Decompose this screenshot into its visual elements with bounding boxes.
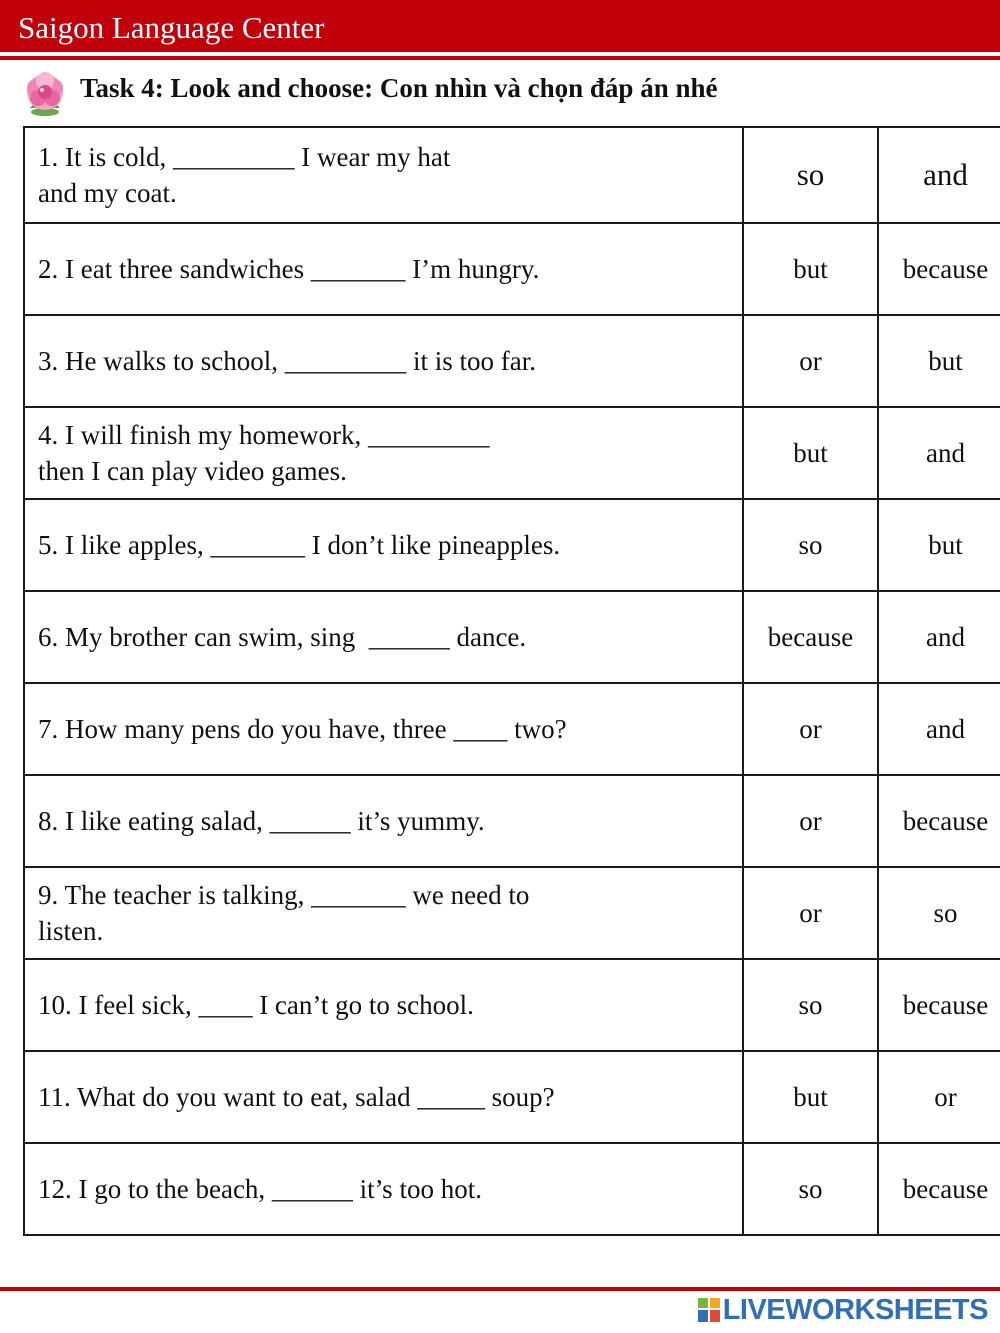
answer-option-a[interactable]: so	[743, 499, 878, 591]
brand-name: LIVEWORKSHEETS	[722, 1293, 988, 1326]
question-line: 11. What do you want to eat, salad _____ soup?	[38, 1082, 555, 1112]
answer-option-a[interactable]: but	[743, 407, 878, 499]
question-line: 5. I like apples, _______ I don’t like pineapples.	[38, 530, 561, 560]
question-table	[23, 126, 1000, 1236]
question-line: then I can play video games.	[38, 456, 347, 486]
answer-option-a[interactable]: or	[743, 315, 878, 407]
question-row	[24, 499, 1000, 591]
answer-option-b[interactable]: but	[878, 315, 1000, 407]
question-line: 4. I will finish my homework, _________	[38, 420, 490, 450]
footer-divider	[0, 1287, 1000, 1291]
answer-option-a[interactable]: because	[743, 591, 878, 683]
question-line: 6. My brother can swim, sing ______ dance.	[38, 622, 527, 652]
answer-option-b[interactable]: but	[878, 499, 1000, 591]
answer-option-a[interactable]: but	[743, 223, 878, 315]
question-line: 10. I feel sick, ____ I can’t go to school.	[38, 990, 474, 1020]
answer-option-b[interactable]: so	[878, 867, 1000, 959]
question-text	[24, 867, 743, 959]
question-text	[24, 591, 743, 683]
answer-option-b[interactable]: and	[878, 591, 1000, 683]
question-text	[24, 959, 743, 1051]
answer-option-a[interactable]: so	[743, 1143, 878, 1235]
question-text	[24, 407, 743, 499]
answer-option-b[interactable]: because	[878, 1143, 1000, 1235]
flower-icon	[18, 68, 72, 118]
question-row	[24, 1143, 1000, 1235]
answer-option-b[interactable]: and	[878, 407, 1000, 499]
question-row	[24, 959, 1000, 1051]
answer-option-a[interactable]: or	[743, 683, 878, 775]
question-text	[24, 775, 743, 867]
question-text	[24, 1051, 743, 1143]
header-bar	[0, 0, 1000, 52]
answer-option-a[interactable]: or	[743, 867, 878, 959]
answer-option-b[interactable]: because	[878, 959, 1000, 1051]
question-text	[24, 315, 743, 407]
question-line: 2. I eat three sandwiches _______ I’m hungry.	[38, 254, 540, 284]
header-divider	[0, 56, 1000, 60]
question-text	[24, 127, 743, 223]
question-line: 12. I go to the beach, ______ it’s too hot.	[38, 1174, 482, 1204]
question-row	[24, 1051, 1000, 1143]
question-row	[24, 315, 1000, 407]
question-line: 1. It is cold, _________ I wear my hat	[38, 142, 451, 172]
answer-option-a[interactable]: or	[743, 775, 878, 867]
question-line: 9. The teacher is talking, _______ we need to	[38, 880, 530, 910]
center-name: Saigon Language Center	[18, 10, 325, 45]
question-line: and my coat.	[38, 178, 177, 208]
question-text	[24, 499, 743, 591]
answer-option-a[interactable]: but	[743, 1051, 878, 1143]
answer-option-a[interactable]: so	[743, 959, 878, 1051]
question-row	[24, 867, 1000, 959]
answer-option-b[interactable]: because	[878, 775, 1000, 867]
answer-option-b[interactable]: or	[878, 1051, 1000, 1143]
footer-brand	[698, 1294, 988, 1326]
answer-option-b[interactable]: and	[878, 683, 1000, 775]
question-line: 8. I like eating salad, ______ it’s yummy.	[38, 806, 485, 836]
question-text	[24, 223, 743, 315]
question-text	[24, 683, 743, 775]
answer-option-a[interactable]: so	[743, 127, 878, 223]
question-line: listen.	[38, 916, 104, 946]
question-row	[24, 775, 1000, 867]
question-row	[24, 223, 1000, 315]
question-row	[24, 591, 1000, 683]
question-row	[24, 407, 1000, 499]
question-row	[24, 683, 1000, 775]
answer-option-b[interactable]: because	[878, 223, 1000, 315]
liveworksheets-logo-icon	[698, 1298, 720, 1322]
answer-option-b[interactable]: and	[878, 127, 1000, 223]
task-title: Task 4: Look and choose: Con nhìn và chọn đáp án nhé	[80, 73, 718, 103]
question-row	[24, 127, 1000, 223]
question-line: 7. How many pens do you have, three ____ two?	[38, 714, 567, 744]
question-text	[24, 1143, 743, 1235]
question-line: 3. He walks to school, _________ it is too far.	[38, 346, 536, 376]
